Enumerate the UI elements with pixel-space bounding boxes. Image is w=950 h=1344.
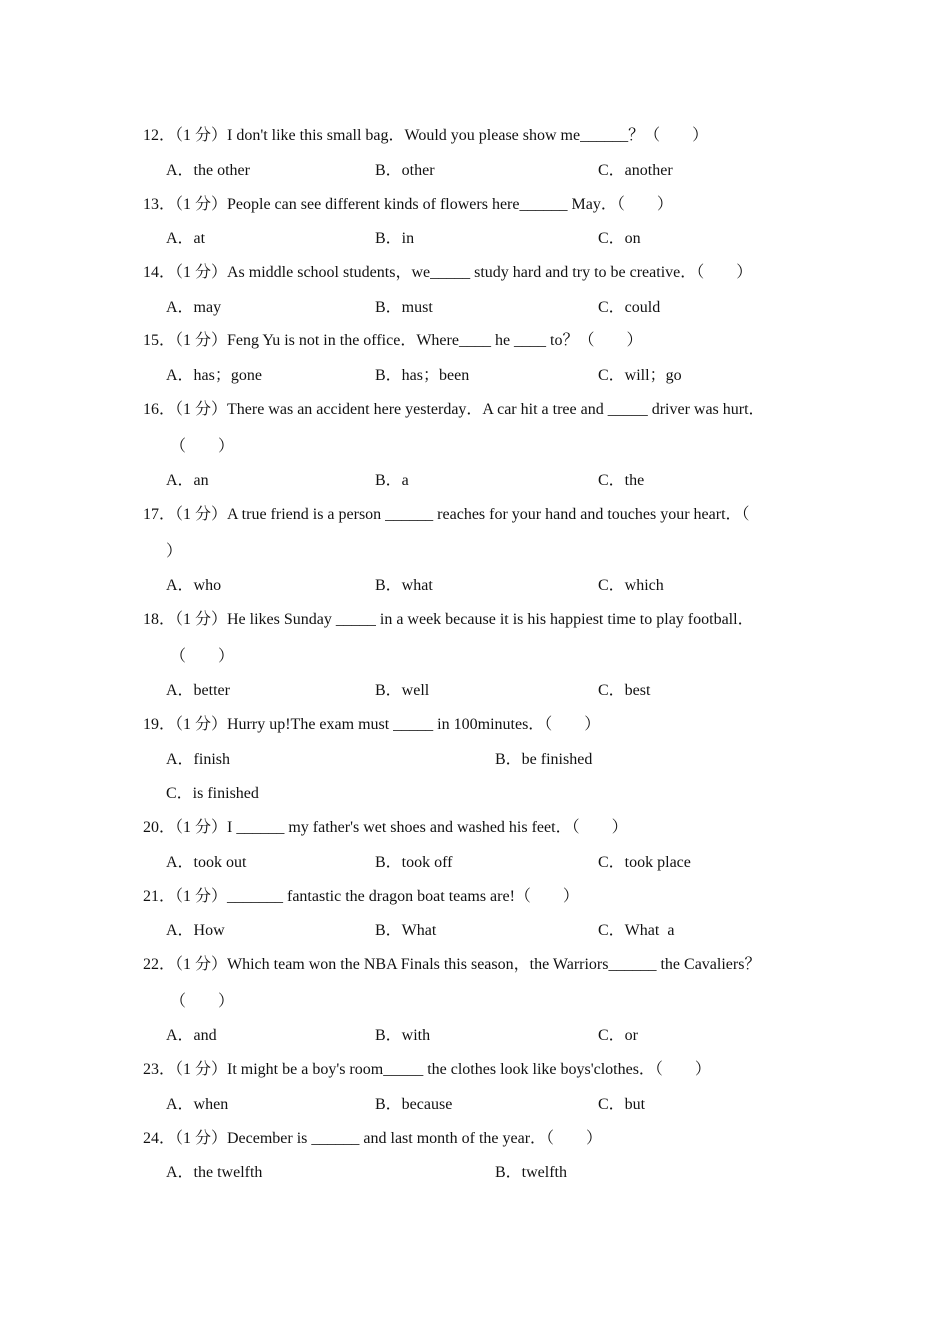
question-13-stem: 13．（1 分）People can see different kinds of flowers here______ May．（ ） <box>143 196 673 213</box>
question-24-option-b: B．twelfth <box>495 1164 567 1181</box>
question-18-stem: 18．（1 分）He likes Sunday _____ in a week because it is his happiest time to play football． <box>143 611 754 628</box>
question-19-option-c: C．is finished <box>166 785 259 802</box>
question-22-stem: 22．（1 分）Which team won the NBA Finals this season，the Warriors______ the Cavaliers？ <box>143 956 761 973</box>
question-14-option-a: A．may <box>166 299 222 316</box>
question-21-option-b: B．What <box>375 922 437 939</box>
question-23-option-b: B．because <box>375 1096 453 1113</box>
question-16-option-a: A．an <box>166 472 209 489</box>
question-15-option-a: A．has；gone <box>166 367 262 384</box>
question-18-option-c: C．best <box>598 682 651 699</box>
question-12-option-b: B．other <box>375 162 435 179</box>
question-14-stem: 14．（1 分）As middle school students，we_____ study hard and try to be creative．（ ） <box>143 264 753 281</box>
question-17-option-c: C．which <box>598 577 664 594</box>
question-17-stem: 17．（1 分）A true friend is a person ______ reaches for your hand and touches your heart．（ <box>143 506 750 523</box>
question-23-option-a: A．when <box>166 1096 229 1113</box>
question-18-answer-bracket: （ ） <box>170 648 235 665</box>
question-24-option-a: A．the twelfth <box>166 1164 263 1181</box>
question-17-option-b: B．what <box>375 577 433 594</box>
question-22-option-a: A．and <box>166 1027 217 1044</box>
question-13-option-b: B．in <box>375 230 415 247</box>
question-16-option-c: C．the <box>598 472 645 489</box>
question-23-option-c: C．but <box>598 1096 646 1113</box>
question-18-option-b: B．well <box>375 682 430 699</box>
question-12-option-c: C．another <box>598 162 673 179</box>
question-12-stem: 12．（1 分）I don't like this small bag．Would you please show me______？（ ） <box>143 127 709 144</box>
question-12-option-a: A．the other <box>166 162 250 179</box>
question-20-option-a: A．took out <box>166 854 247 871</box>
question-15-option-c: C．will；go <box>598 367 682 384</box>
question-23-stem: 23．（1 分）It might be a boy's room_____ the clothes look like boys'clothes．（ ） <box>143 1061 711 1078</box>
question-16-option-b: B．a <box>375 472 409 489</box>
question-21-option-a: A．How <box>166 922 225 939</box>
question-19-option-b: B．be finished <box>495 751 593 768</box>
question-24-stem: 24．（1 分）December is ______ and last month of the year．（ ） <box>143 1130 603 1147</box>
question-13-option-a: A．at <box>166 230 206 247</box>
question-14-option-c: C．could <box>598 299 661 316</box>
question-14-option-b: B．must <box>375 299 433 316</box>
question-18-option-a: A．better <box>166 682 230 699</box>
question-13-option-c: C．on <box>598 230 641 247</box>
question-22-option-b: B．with <box>375 1027 431 1044</box>
question-16-stem: 16．（1 分）There was an accident here yesterday．A car hit a tree and _____ driver was hurt． <box>143 401 765 418</box>
question-20-option-b: B．took off <box>375 854 453 871</box>
question-15-option-b: B．has；been <box>375 367 470 384</box>
question-16-answer-bracket: （ ） <box>170 438 235 455</box>
question-15-stem: 15．（1 分）Feng Yu is not in the office．Where____ he ____ to？（ ） <box>143 332 643 349</box>
question-20-stem: 20．（1 分）I ______ my father's wet shoes and washed his feet．（ ） <box>143 819 628 836</box>
question-19-stem: 19．（1 分）Hurry up!The exam must _____ in 100minutes．（ ） <box>143 716 601 733</box>
question-17-answer-bracket: ） <box>166 543 183 560</box>
question-21-stem: 21．（1 分）_______ fantastic the dragon boat teams are!（ ） <box>143 888 579 905</box>
question-19-option-a: A．finish <box>166 751 231 768</box>
question-21-option-c: C．What a <box>598 922 675 939</box>
question-22-answer-bracket: （ ） <box>170 993 235 1010</box>
question-17-option-a: A．who <box>166 577 222 594</box>
question-22-option-c: C．or <box>598 1027 639 1044</box>
question-20-option-c: C．took place <box>598 854 691 871</box>
